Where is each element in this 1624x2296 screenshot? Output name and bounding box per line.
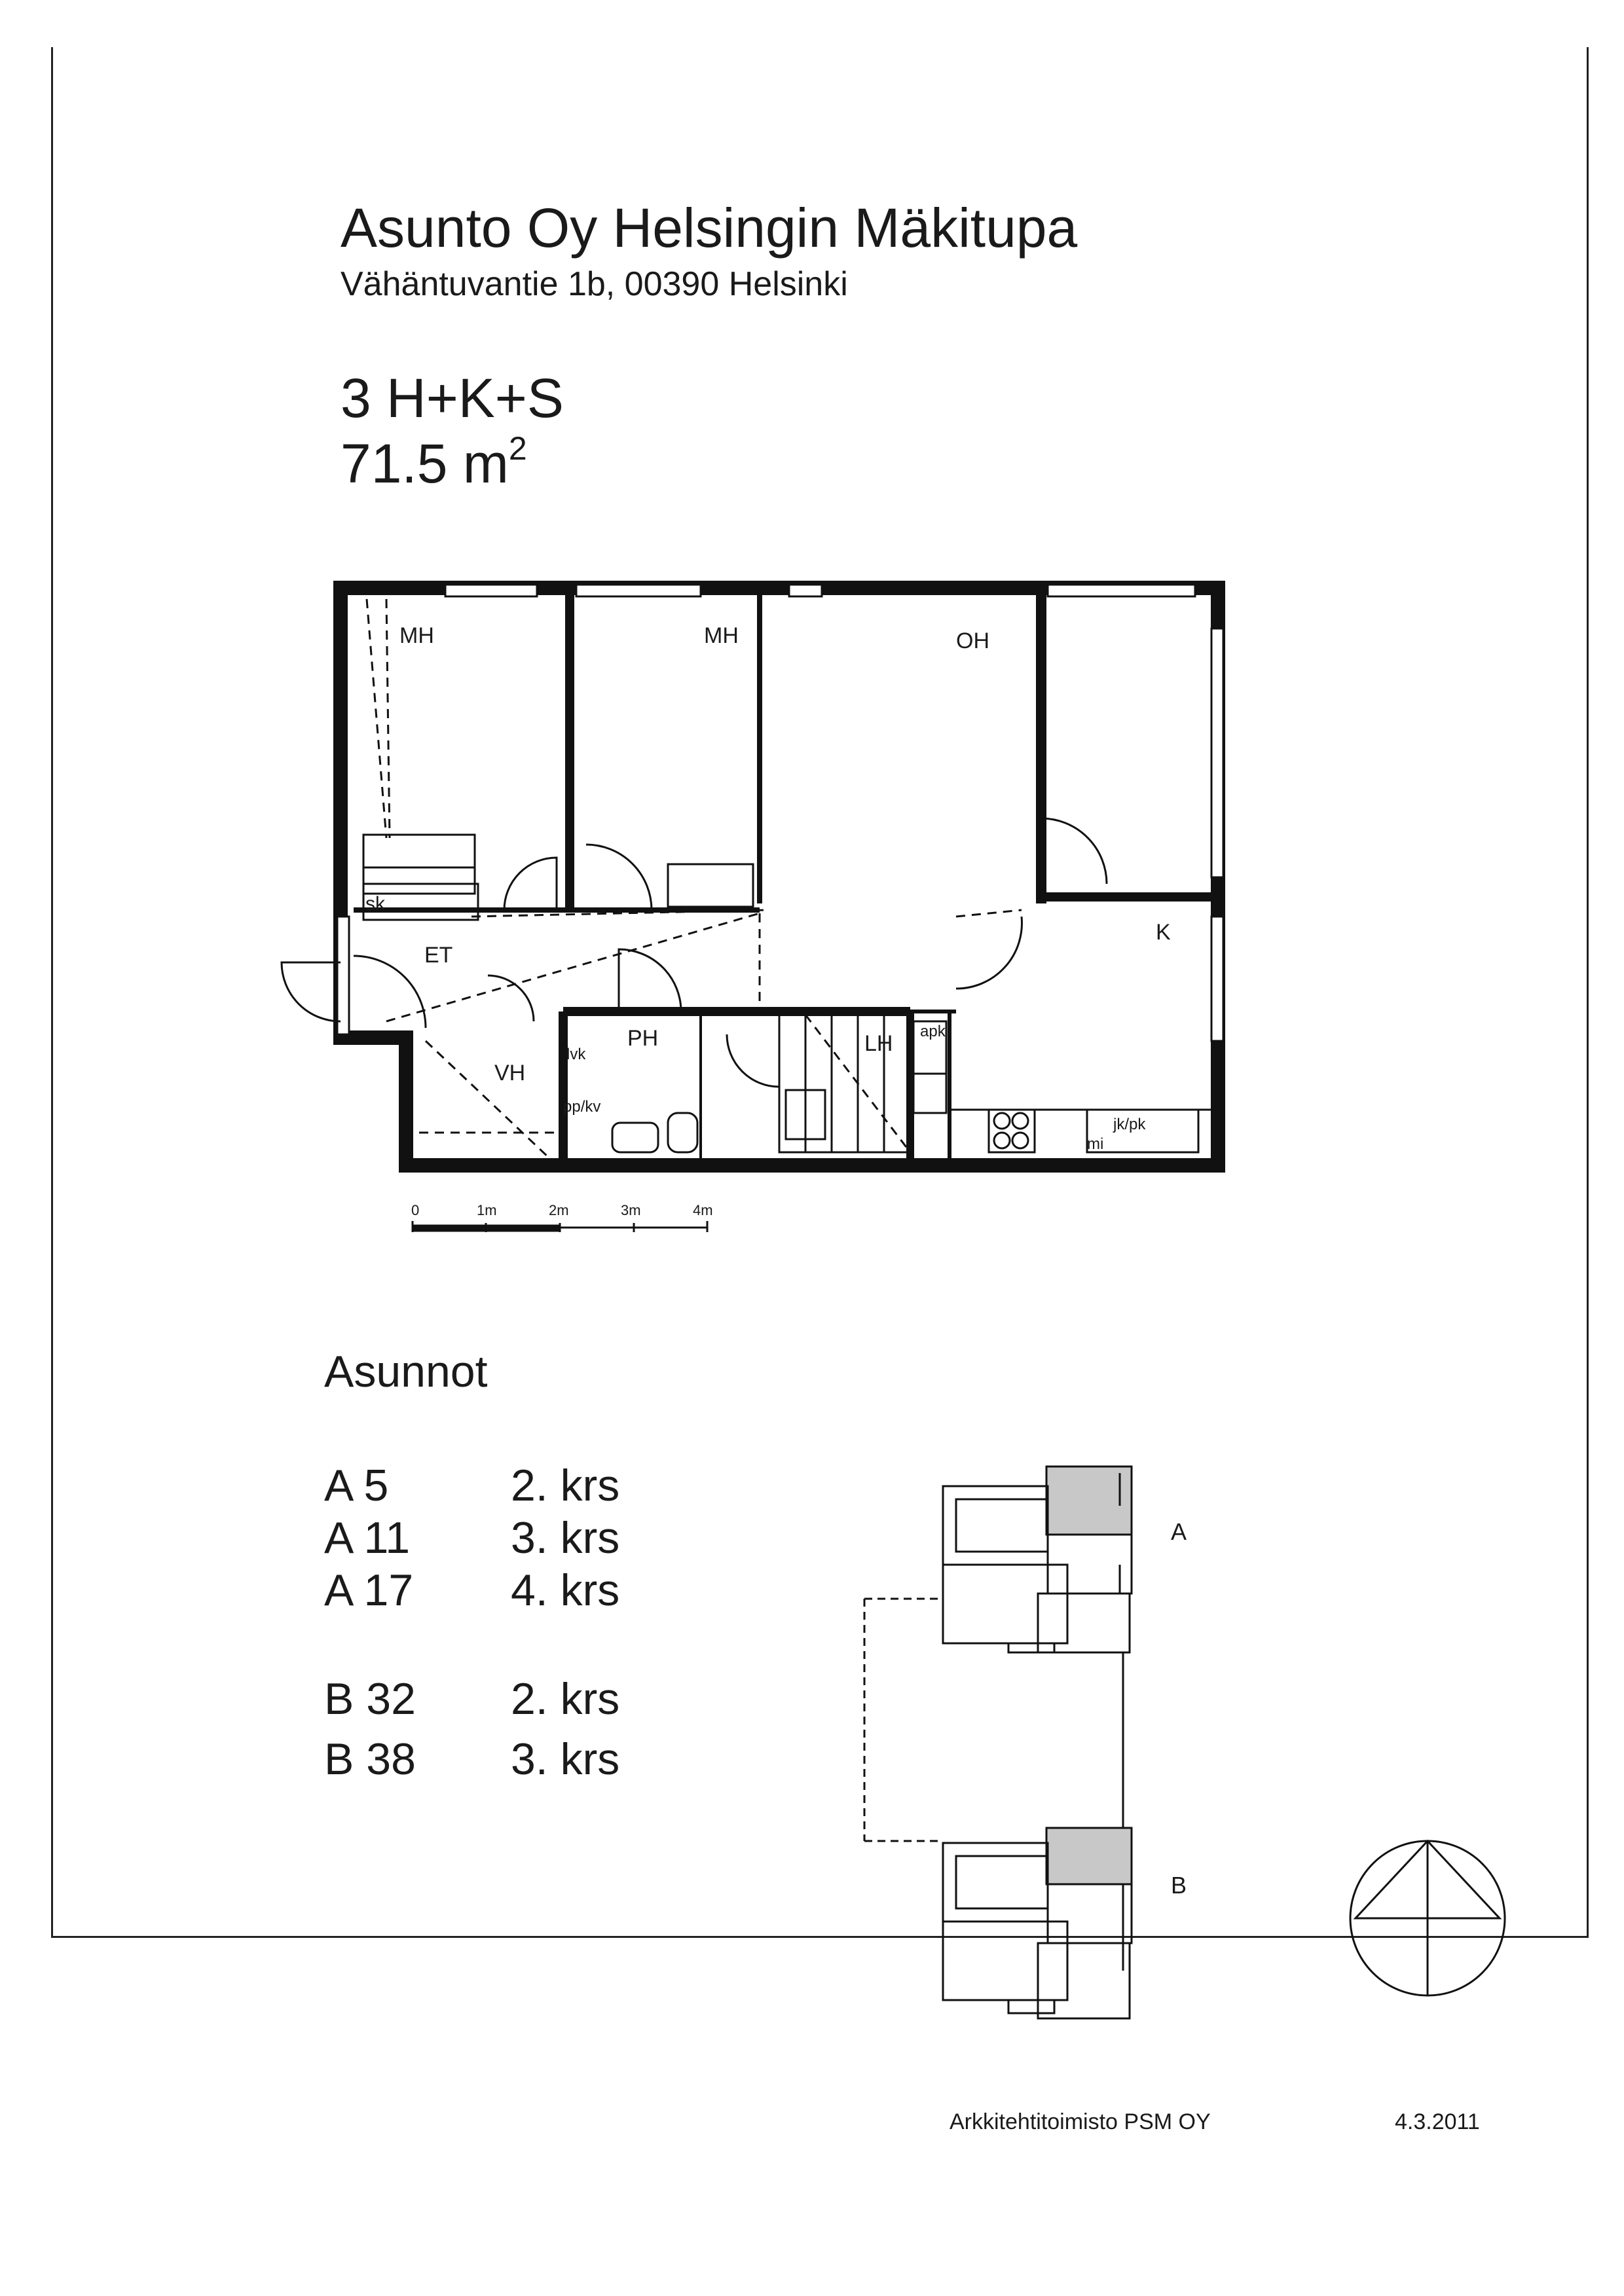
room-label: apk bbox=[920, 1023, 946, 1040]
apartment-area: 71.5 $m^2$ bbox=[341, 430, 527, 494]
room-label: MH bbox=[704, 623, 739, 648]
door bbox=[504, 858, 557, 910]
room-label: VH bbox=[494, 1061, 526, 1085]
door bbox=[619, 949, 681, 1011]
window bbox=[1211, 629, 1223, 877]
unit-floor: 3. krs bbox=[511, 1734, 620, 1784]
scale-label: 0 bbox=[411, 1202, 420, 1218]
building-label: A bbox=[1171, 1518, 1187, 1545]
building-a bbox=[943, 1467, 1132, 1652]
door bbox=[586, 845, 652, 910]
unit-floor: 3. krs bbox=[511, 1513, 620, 1563]
scale-label: 3m bbox=[621, 1202, 641, 1218]
scale-bar bbox=[393, 1192, 786, 1244]
room-label: sk bbox=[365, 893, 385, 915]
unit-floor: 4. krs bbox=[511, 1565, 620, 1615]
door bbox=[956, 917, 1022, 989]
window bbox=[576, 585, 701, 596]
unit-floor: 2. krs bbox=[511, 1674, 620, 1724]
unit-floor: 2. krs bbox=[511, 1461, 620, 1510]
room-label: mi bbox=[1087, 1135, 1104, 1153]
room-label: K bbox=[1156, 920, 1171, 945]
highlighted-unit bbox=[1046, 1828, 1132, 1884]
scale-label: 1m bbox=[477, 1202, 497, 1218]
unit-id: B 32 bbox=[324, 1674, 416, 1724]
window bbox=[337, 917, 349, 1034]
unit-id: A 5 bbox=[324, 1461, 389, 1510]
window bbox=[1048, 585, 1195, 596]
door bbox=[1041, 818, 1107, 884]
scale-label: 4m bbox=[693, 1202, 713, 1218]
window bbox=[1211, 917, 1223, 1041]
door bbox=[727, 1034, 779, 1087]
architect-office: Arkkitehtitoimisto PSM OY bbox=[950, 2109, 1211, 2134]
room-label: OH bbox=[956, 629, 989, 653]
room-label: pp/kv bbox=[563, 1098, 601, 1116]
units-heading: Asunnot bbox=[324, 1347, 488, 1396]
room-label: MH bbox=[399, 623, 434, 648]
north-arrow-icon bbox=[1342, 1833, 1513, 2003]
room-label: LH bbox=[864, 1031, 893, 1056]
building-b bbox=[943, 1828, 1132, 2018]
room-label: PH bbox=[627, 1026, 659, 1051]
key-plan bbox=[851, 1453, 1310, 2043]
door bbox=[488, 975, 534, 1021]
project-address: Vähäntuvantie 1b, 00390 Helsinki bbox=[341, 265, 848, 303]
apartment-type: 3 H+K+S bbox=[341, 367, 564, 429]
unit-id: B 38 bbox=[324, 1734, 416, 1784]
unit-id: A 11 bbox=[324, 1513, 411, 1563]
building-label: B bbox=[1171, 1872, 1187, 1899]
unit-id: A 17 bbox=[324, 1565, 414, 1615]
window bbox=[445, 585, 537, 596]
window bbox=[789, 585, 822, 596]
door bbox=[282, 962, 341, 1021]
room-label: jk/pk bbox=[1113, 1116, 1146, 1133]
door bbox=[354, 956, 426, 1028]
room-label: lvk bbox=[566, 1046, 586, 1063]
room-label: ET bbox=[424, 943, 453, 968]
project-title: Asunto Oy Helsingin Mäkitupa bbox=[341, 197, 1078, 259]
scale-label: 2m bbox=[549, 1202, 569, 1218]
plan-date: 4.3.2011 bbox=[1395, 2109, 1480, 2134]
